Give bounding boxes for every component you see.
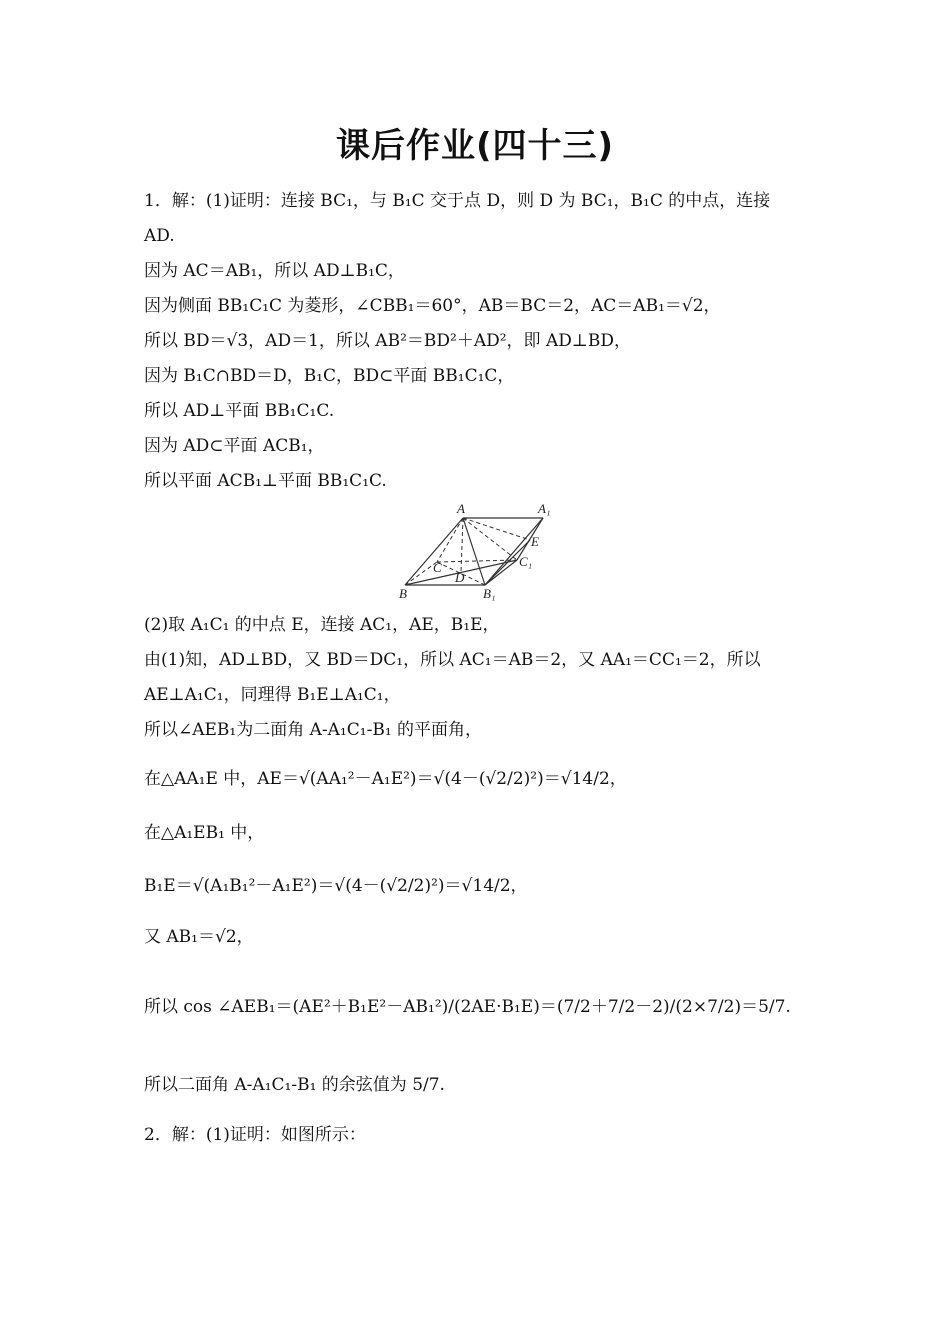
text-line-7 [144,400,334,422]
formula-B1E-radical: √(A₁B₁²－A₁E²) [192,876,318,896]
formula-cos-prefix: 所以 cos ∠AEB₁＝ [144,997,293,1017]
formula-B1E [144,875,528,897]
formula-cos-result: ＝(7/2＋7/2－2)/(2×7/2)＝5/7. [539,997,791,1017]
text-line-6-content: 因为 B₁C∩BD＝D，B₁C，BD⊂平面 BB₁C₁C， [144,366,515,386]
formula-AE [144,768,627,790]
formula-AE-result: ＝√(4－(√2/2)²)＝√14/2， [416,769,627,789]
formula-B1E-prefix: B₁E＝ [144,876,193,896]
text-line-13-content: 所以∠AEB₁为二面角 A-A₁C₁-B₁ 的平面角， [144,720,483,740]
label-B: B [399,586,407,601]
label-C: C [433,560,442,575]
text-line-13 [144,719,482,741]
text-line-7-content: 所以 AD⊥平面 BB₁C₁C. [144,401,335,421]
formula-AE-radical: √(AA₁²－A₁E²) [298,769,417,789]
text-line-20-content: 2．解：(1)证明：如图所示： [144,1125,366,1145]
text-line-12-content: AE⊥A₁C₁，同理得 B₁E⊥A₁C₁， [144,685,401,705]
text-line-9-content: 所以平面 ACB₁⊥平面 BB₁C₁C. [144,471,387,491]
text-line-8-content: 因为 AD⊂平面 ACB₁， [144,436,325,456]
text-line-1 [144,190,770,212]
edge-A1-B1 [485,518,543,585]
formula-B1E-result: ＝√(4－(√2/2)²)＝√14/2， [317,876,528,896]
label-E: E [531,534,539,549]
prism-figure [395,500,565,605]
text-line-11-content: 由(1)知，AD⊥BD，又 BD＝DC₁，所以 AC₁＝AB＝2，又 AA₁＝CC₁＝2，所以 [144,650,761,670]
text-line-17 [144,926,254,948]
text-line-12 [144,684,401,706]
edge-A-B1 [463,518,485,585]
text-line-1-content: 1．解：(1)证明：连接 BC₁，与 B₁C 交于点 D，则 D 为 BC₁，B₁C 的中点，连接 [144,191,771,211]
label-A: A [457,501,465,516]
text-line-9 [144,470,387,492]
text-line-3 [144,260,405,282]
formula-cos-fraction: (AE²＋B₁E²－AB₁²)/(2AE·B₁E) [292,997,540,1017]
text-line-6 [144,365,514,387]
text-line-10 [144,614,500,636]
text-line-19-content: 所以二面角 A-A₁C₁-B₁ 的余弦值为 5/7. [144,1075,445,1095]
edge-A-D [461,518,463,573]
edge-A-E [463,518,530,540]
label-D: D [455,570,465,585]
edge-A-C1 [463,518,517,560]
label-B1: B₁ [483,586,496,601]
text-line-4 [144,295,721,317]
text-line-20 [144,1124,366,1146]
text-line-15 [144,822,264,844]
formula-cos [144,996,791,1018]
text-line-3-content: 因为 AC＝AB₁，所以 AD⊥B₁C， [144,261,405,281]
text-line-19 [144,1074,445,1096]
text-line-5-content: 所以 BD＝√3，AD＝1，所以 AB²＝BD²＋AD²，即 AD⊥BD， [144,331,631,351]
text-line-11 [144,649,761,671]
text-line-15-content: 在△A₁EB₁ 中， [144,823,265,843]
text-line-2 [144,225,175,247]
edge-A-C [437,518,463,562]
text-line-2-content: AD. [144,226,175,246]
text-line-10-content: (2)取 A₁C₁ 的中点 E，连接 AC₁，AE，B₁E， [144,615,500,635]
text-line-4-content: 因为侧面 BB₁C₁C 为菱形，∠CBB₁＝60°，AB＝BC＝2，AC＝AB₁＝√2， [144,296,721,316]
formula-AE-prefix: 在△AA₁E 中，AE＝ [144,769,299,789]
page-title: 课后作业(四十三) [335,126,615,166]
label-A1: A₁ [538,501,551,516]
label-C1: C₁ [519,554,533,569]
text-line-5 [144,330,631,352]
text-line-8 [144,435,325,457]
text-line-17-content: 又 AB₁＝√2， [144,927,254,947]
